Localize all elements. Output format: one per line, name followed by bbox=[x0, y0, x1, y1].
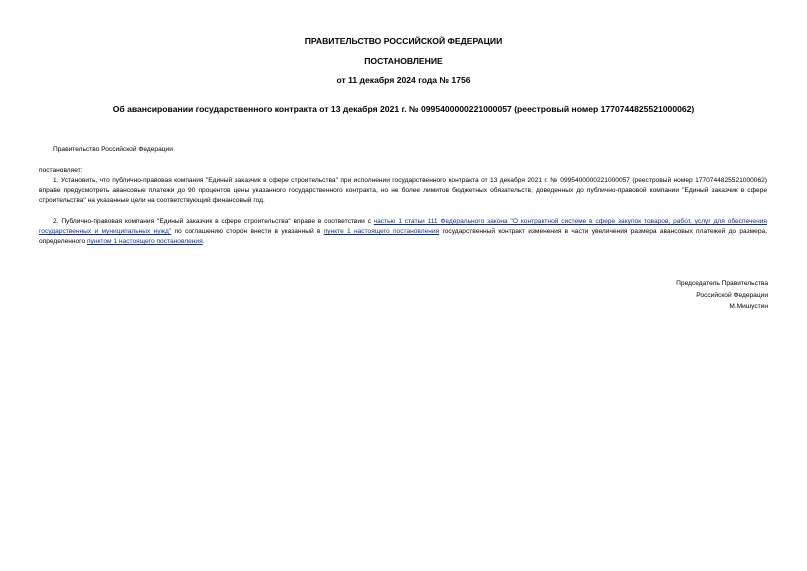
signature-block bbox=[676, 278, 768, 313]
item-1-paragraph: 1. Установить, что публично-правовая компания "Единый заказчик в сфере строительства" при исполнении государственного контракта от 13 декабря 2021 г. № 0995400000221000057 (реестровый номер 1770744825521000062) вправе предусмотреть авансовые платежи до 90 процентов цены указанного государственного контракта, но не более лимитов бюджетных обязательств, доведенных до публично-правовой компании "Единый заказчик в сфере строительства" на указанные цели на соответствующий финансовый год. bbox=[39, 177, 767, 205]
intro-text: Правительство Российской Федерации bbox=[53, 146, 173, 153]
signature-name: М.Мишустин bbox=[729, 303, 768, 310]
item-2-text-part3: государственный контракт изменения в части увеличения размера авансовых платежей до размера, определенного bbox=[39, 228, 767, 246]
federal-law-link[interactable]: частью 1 статьи 111 Федерального закона "О контрактной системе в сфере закупок товаров, работ, услуг для обеспечения государственных и муниципальных нужд" bbox=[39, 218, 767, 236]
item-2-text-part4: . bbox=[202, 238, 205, 246]
decrees-text: постановляет: bbox=[39, 167, 83, 174]
document-title: Об авансировании государственного контракта от 13 декабря 2021 г. № 0995400000221000057 (реестровый номер 1770744825521000062) bbox=[112, 104, 695, 114]
item-2-text-part1: 2. Публично-правовая компания "Единый заказчик в сфере строительства" вправе в соответствии с bbox=[53, 218, 374, 225]
item-2-paragraph bbox=[39, 217, 767, 248]
item-2-text-part2: по соглашению сторон внести в указанный в bbox=[171, 228, 324, 236]
signature-organization: Российской Федерации bbox=[696, 291, 768, 299]
document-type: ПОСТАНОВЛЕНИЕ bbox=[364, 56, 443, 66]
government-heading: ПРАВИТЕЛЬСТВО РОССИЙСКОЙ ФЕДЕРАЦИИ bbox=[304, 36, 503, 46]
document-date-number: от 11 декабря 2024 года № 1756 bbox=[336, 75, 471, 85]
signature-position: Председатель Правительства bbox=[676, 280, 768, 287]
point-1-reference-link[interactable]: пункте 1 настоящего постановления bbox=[323, 228, 440, 236]
point-1-reference-link-2[interactable]: пунктом 1 настоящего постановления bbox=[86, 238, 203, 246]
